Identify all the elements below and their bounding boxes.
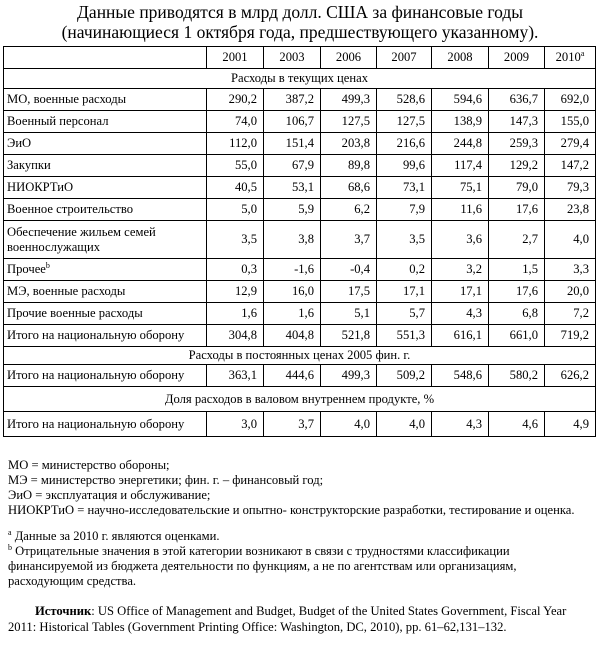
table-row bbox=[4, 303, 596, 325]
value-cell: 23,8 bbox=[545, 199, 596, 221]
row-label: Военное строительство bbox=[7, 202, 134, 216]
value-cell: 17,5 bbox=[321, 281, 377, 303]
footnote-b-text: Отрицательные значения в этой категории возникают в связи с трудностями классификации финансируемой из бюджета деятельности по функциям, а не по агентствам или организациям, расходующим средства. bbox=[8, 544, 517, 588]
value-cell: 244,8 bbox=[432, 133, 489, 155]
value-cell: 79,3 bbox=[545, 177, 596, 199]
value-cell: 3,7 bbox=[264, 412, 321, 437]
notes bbox=[8, 458, 593, 589]
source-text: : US Office of Management and Budget, Budget of the United States Government, Fiscal Year 2011: Historical Tables (Government Printing Office: Washington, DC, 2010), pp. 61–62,131–132. bbox=[8, 604, 567, 634]
table-row bbox=[4, 412, 596, 437]
value-cell: 3,8 bbox=[264, 221, 321, 259]
year-header bbox=[207, 47, 264, 69]
row-label: НИОКРТиО bbox=[7, 180, 74, 194]
spending-table bbox=[3, 46, 596, 437]
value-cell: 6,2 bbox=[321, 199, 377, 221]
footnote-b-mark: b bbox=[8, 542, 12, 552]
value-cell: 3,5 bbox=[377, 221, 432, 259]
value-cell: 528,6 bbox=[377, 89, 432, 111]
value-cell: 147,3 bbox=[489, 111, 545, 133]
section-row bbox=[4, 347, 596, 365]
header-row bbox=[4, 47, 596, 69]
abbreviation-line: МЭ = министерство энергетики; фин. г. – финансовый год; bbox=[8, 473, 324, 487]
value-cell: 3,0 bbox=[207, 412, 264, 437]
value-cell: 99,6 bbox=[377, 155, 432, 177]
row-label: Обеспечение жильем семей военнослужащих bbox=[7, 224, 156, 254]
value-cell: 7,9 bbox=[377, 199, 432, 221]
value-cell: 3,5 bbox=[207, 221, 264, 259]
value-cell: 387,2 bbox=[264, 89, 321, 111]
footnote-mark: b bbox=[45, 260, 50, 270]
row-label-cell bbox=[4, 111, 207, 133]
footnote-a-mark: a bbox=[8, 527, 12, 537]
year-label: 2009 bbox=[503, 50, 530, 64]
year-label: 2001 bbox=[222, 50, 248, 64]
value-cell: 404,8 bbox=[264, 325, 321, 347]
value-cell: -1,6 bbox=[264, 259, 321, 281]
footnote-a-text: Данные за 2010 г. являются оценками. bbox=[11, 529, 220, 543]
value-cell: 89,8 bbox=[321, 155, 377, 177]
row-label-cell bbox=[4, 412, 207, 437]
value-cell: 279,4 bbox=[545, 133, 596, 155]
value-cell: 4,0 bbox=[321, 412, 377, 437]
value-cell: 290,2 bbox=[207, 89, 264, 111]
row-label: ЭиО bbox=[7, 136, 32, 150]
abbreviation-line: МО = министерство обороны; bbox=[8, 458, 170, 472]
year-header bbox=[264, 47, 321, 69]
value-cell: 594,6 bbox=[432, 89, 489, 111]
value-cell: 499,3 bbox=[321, 89, 377, 111]
section-row bbox=[4, 69, 596, 89]
source bbox=[8, 603, 596, 635]
value-cell: 17,6 bbox=[489, 199, 545, 221]
value-cell: 129,2 bbox=[489, 155, 545, 177]
footnote-b bbox=[8, 544, 593, 589]
table-row bbox=[4, 133, 596, 155]
table-row bbox=[4, 281, 596, 303]
value-cell: 74,0 bbox=[207, 111, 264, 133]
value-cell: 304,8 bbox=[207, 325, 264, 347]
table-row bbox=[4, 365, 596, 387]
section-row bbox=[4, 387, 596, 412]
row-label: Закупки bbox=[7, 158, 51, 172]
value-cell: 17,1 bbox=[377, 281, 432, 303]
value-cell: 16,0 bbox=[264, 281, 321, 303]
value-cell: 127,5 bbox=[321, 111, 377, 133]
value-cell: 55,0 bbox=[207, 155, 264, 177]
year-header bbox=[432, 47, 489, 69]
value-cell: 626,2 bbox=[545, 365, 596, 387]
value-cell: 138,9 bbox=[432, 111, 489, 133]
value-cell: 106,7 bbox=[264, 111, 321, 133]
value-cell: 7,2 bbox=[545, 303, 596, 325]
value-cell: 216,6 bbox=[377, 133, 432, 155]
table-row bbox=[4, 111, 596, 133]
value-cell: 3,3 bbox=[545, 259, 596, 281]
value-cell: -0,4 bbox=[321, 259, 377, 281]
value-cell: 17,6 bbox=[489, 281, 545, 303]
value-cell: 0,2 bbox=[377, 259, 432, 281]
section-title: Расходы в текущих ценах bbox=[4, 69, 596, 89]
row-label-cell bbox=[4, 325, 207, 347]
abbreviation-line: ЭиО = эксплуатация и обслуживание; bbox=[8, 488, 211, 502]
year-header bbox=[377, 47, 432, 69]
value-cell: 12,9 bbox=[207, 281, 264, 303]
value-cell: 548,6 bbox=[432, 365, 489, 387]
value-cell: 4,6 bbox=[489, 412, 545, 437]
title-line-1: Данные приводятся в млрд долл. США за финансовые годы bbox=[76, 2, 524, 22]
value-cell: 127,5 bbox=[377, 111, 432, 133]
value-cell: 53,1 bbox=[264, 177, 321, 199]
row-label-cell bbox=[4, 89, 207, 111]
row-label: Итого на национальную оборону bbox=[7, 368, 185, 382]
value-cell: 616,1 bbox=[432, 325, 489, 347]
value-cell: 5,9 bbox=[264, 199, 321, 221]
row-label-cell bbox=[4, 199, 207, 221]
year-header bbox=[489, 47, 545, 69]
abbreviation-line: НИОКРТиО = научно-исследовательские и опытно- конструкторские разработки, тестирование и оценка. bbox=[8, 503, 575, 517]
table-row bbox=[4, 177, 596, 199]
value-cell: 719,2 bbox=[545, 325, 596, 347]
footnote-mark: a bbox=[580, 48, 585, 58]
value-cell: 5,0 bbox=[207, 199, 264, 221]
value-cell: 40,5 bbox=[207, 177, 264, 199]
value-cell: 151,4 bbox=[264, 133, 321, 155]
value-cell: 5,7 bbox=[377, 303, 432, 325]
value-cell: 112,0 bbox=[207, 133, 264, 155]
year-label: 2010 bbox=[555, 50, 581, 64]
row-label: МЭ, военные расходы bbox=[7, 284, 126, 298]
value-cell: 79,0 bbox=[489, 177, 545, 199]
value-cell: 117,4 bbox=[432, 155, 489, 177]
value-cell: 17,1 bbox=[432, 281, 489, 303]
value-cell: 1,5 bbox=[489, 259, 545, 281]
value-cell: 68,6 bbox=[321, 177, 377, 199]
row-label-cell bbox=[4, 259, 207, 281]
table-row bbox=[4, 221, 596, 259]
value-cell: 259,3 bbox=[489, 133, 545, 155]
value-cell: 1,6 bbox=[207, 303, 264, 325]
value-cell: 1,6 bbox=[264, 303, 321, 325]
value-cell: 692,0 bbox=[545, 89, 596, 111]
value-cell: 3,2 bbox=[432, 259, 489, 281]
row-label-cell bbox=[4, 365, 207, 387]
value-cell: 203,8 bbox=[321, 133, 377, 155]
title-line-2: (начинающиеся 1 октября года, предшествующего указанному). bbox=[61, 22, 539, 42]
value-cell: 147,2 bbox=[545, 155, 596, 177]
row-label: Итого на национальную оборону bbox=[7, 416, 185, 431]
value-cell: 363,1 bbox=[207, 365, 264, 387]
row-label: Прочие военные расходы bbox=[7, 306, 143, 320]
value-cell: 11,6 bbox=[432, 199, 489, 221]
value-cell: 20,0 bbox=[545, 281, 596, 303]
row-label-cell bbox=[4, 221, 207, 259]
value-cell: 0,3 bbox=[207, 259, 264, 281]
value-cell: 509,2 bbox=[377, 365, 432, 387]
row-label: Прочее bbox=[7, 262, 46, 276]
row-label-cell bbox=[4, 281, 207, 303]
value-cell: 444,6 bbox=[264, 365, 321, 387]
value-cell: 499,3 bbox=[321, 365, 377, 387]
value-cell: 580,2 bbox=[489, 365, 545, 387]
value-cell: 5,1 bbox=[321, 303, 377, 325]
value-cell: 661,0 bbox=[489, 325, 545, 347]
year-label: 2007 bbox=[391, 50, 417, 64]
table-row bbox=[4, 259, 596, 281]
table-row bbox=[4, 155, 596, 177]
value-cell: 3,6 bbox=[432, 221, 489, 259]
footnote-a bbox=[8, 529, 593, 544]
row-label-cell bbox=[4, 133, 207, 155]
row-label: Итого на национальную оборону bbox=[7, 328, 185, 342]
corner-cell bbox=[4, 47, 207, 69]
value-cell: 155,0 bbox=[545, 111, 596, 133]
section-title: Расходы в постоянных ценах 2005 фин. г. bbox=[4, 347, 596, 365]
value-cell: 521,8 bbox=[321, 325, 377, 347]
year-header bbox=[321, 47, 377, 69]
value-cell: 3,7 bbox=[321, 221, 377, 259]
value-cell: 4,0 bbox=[545, 221, 596, 259]
value-cell: 6,8 bbox=[489, 303, 545, 325]
value-cell: 4,3 bbox=[432, 412, 489, 437]
value-cell: 4,0 bbox=[377, 412, 432, 437]
row-label: Военный персонал bbox=[7, 114, 109, 128]
table-row bbox=[4, 199, 596, 221]
table-row bbox=[4, 89, 596, 111]
value-cell: 75,1 bbox=[432, 177, 489, 199]
row-label-cell bbox=[4, 303, 207, 325]
year-label: 2006 bbox=[335, 50, 362, 64]
table-title bbox=[0, 2, 600, 42]
row-label-cell bbox=[4, 155, 207, 177]
year-header bbox=[545, 47, 596, 69]
table-row bbox=[4, 325, 596, 347]
section-title: Доля расходов в валовом внутреннем продукте, % bbox=[4, 387, 596, 412]
row-label-cell bbox=[4, 177, 207, 199]
source-label: Источник bbox=[35, 604, 92, 618]
value-cell: 2,7 bbox=[489, 221, 545, 259]
value-cell: 4,3 bbox=[432, 303, 489, 325]
value-cell: 67,9 bbox=[264, 155, 321, 177]
value-cell: 4,9 bbox=[545, 412, 596, 437]
year-label: 2008 bbox=[447, 50, 473, 64]
value-cell: 73,1 bbox=[377, 177, 432, 199]
value-cell: 551,3 bbox=[377, 325, 432, 347]
year-label: 2003 bbox=[279, 50, 305, 64]
value-cell: 636,7 bbox=[489, 89, 545, 111]
row-label: МО, военные расходы bbox=[7, 92, 127, 106]
